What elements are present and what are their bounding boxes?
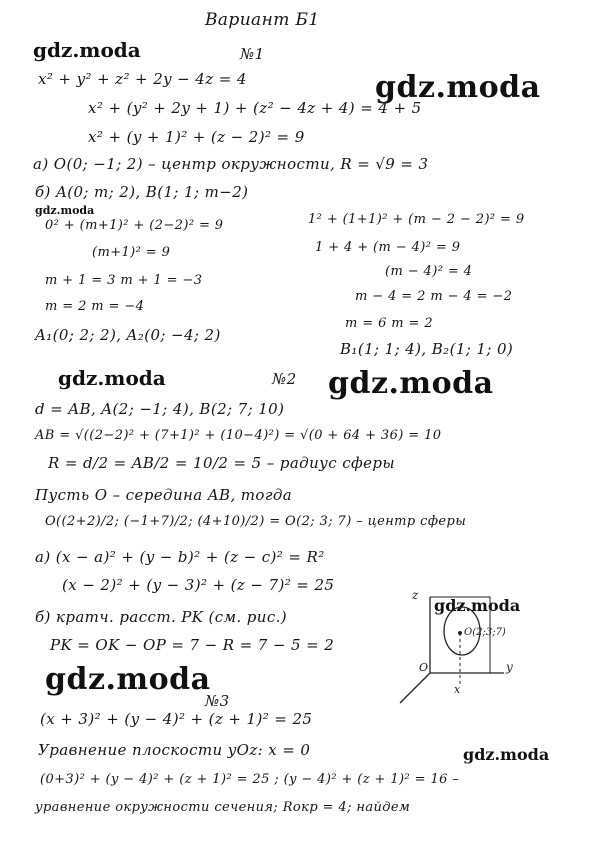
task2-line: PK = OK − OP = 7 − R = 7 − 5 = 2: [50, 636, 335, 654]
task1-line: m = 2 m = −4: [45, 299, 145, 314]
task1-right-line: m − 4 = 2 m − 4 = −2: [355, 289, 513, 304]
task2-line: d = AB, A(2; −1; 4), B(2; 7; 10): [35, 400, 285, 418]
variant-header: Вариант Б1: [205, 10, 320, 30]
watermark: gdz.moda: [463, 745, 550, 764]
x-axis: [400, 673, 430, 703]
task1-line: 0² + (m+1)² + (2−2)² = 9: [45, 218, 224, 233]
task2-line: (x − 2)² + (y − 3)² + (z − 7)² = 25: [62, 576, 335, 594]
z-axis-label: z: [412, 588, 419, 602]
task1-right-line: 1² + (1+1)² + (m − 2 − 2)² = 9: [308, 212, 525, 227]
task1-line: б) A(0; m; 2), B(1; 1; m−2): [35, 183, 249, 201]
watermark: gdz.moda: [33, 38, 141, 62]
task2-line: R = d/2 = AB/2 = 10/2 = 5 – радиус сферы: [48, 454, 396, 472]
task1-line: а) O(0; −1; 2) – центр окружности, R = √9 = 3: [33, 155, 429, 173]
watermark: gdz.moda: [35, 204, 95, 217]
center-label: O(2;3;7): [464, 627, 506, 638]
task-number: №1: [240, 45, 265, 63]
task1-line: x² + y² + z² + 2y − 4z = 4: [38, 70, 247, 88]
x-axis-label: x: [454, 683, 461, 696]
watermark: gdz.moda: [58, 366, 166, 390]
task1-line: x² + (y² + 2y + 1) + (z² − 4z + 4) = 4 + 5: [88, 99, 422, 117]
task2-line: Пусть O – середина AB, тогда: [35, 486, 293, 504]
task1-line: A₁(0; 2; 2), A₂(0; −4; 2): [35, 326, 221, 344]
task3-line: Уравнение плоскости yOz: x = 0: [38, 741, 311, 759]
task-number: №3: [205, 692, 230, 710]
task2-line: а) (x − a)² + (y − b)² + (z − c)² = R²: [35, 548, 325, 566]
y-axis-label: y: [506, 660, 513, 674]
task2-line: AB = √((2−2)² + (7+1)² + (10−4)²) = √(0 + 64 + 36) = 10: [35, 428, 442, 443]
watermark: gdz.moda: [328, 366, 494, 401]
task2-line: O((2+2)/2; (−1+7)/2; (4+10)/2) = O(2; 3; 7) – центр сферы: [45, 514, 467, 529]
watermark: gdz.moda: [45, 662, 211, 697]
task1-line: m + 1 = 3 m + 1 = −3: [45, 273, 203, 288]
origin-label: O: [419, 661, 429, 674]
watermark: gdz.moda: [375, 70, 541, 105]
task1-right-line: 1 + 4 + (m − 4)² = 9: [315, 240, 461, 255]
task2-line: б) кратч. расст. PK (см. рис.): [35, 608, 288, 626]
sphere-diagram: [392, 585, 542, 715]
task1-right-line: (m − 4)² = 4: [385, 264, 473, 279]
watermark: gdz.moda: [434, 596, 521, 615]
task1-right-line: B₁(1; 1; 4), B₂(1; 1; 0): [340, 340, 514, 358]
task3-line: (0+3)² + (y − 4)² + (z + 1)² = 25 ; (y − 4)² + (z + 1)² = 16 –: [40, 772, 460, 787]
task3-line: (x + 3)² + (y − 4)² + (z + 1)² = 25: [40, 710, 313, 728]
task1-line: (m+1)² = 9: [92, 245, 171, 260]
task1-right-line: m = 6 m = 2: [345, 316, 434, 331]
task-number: №2: [272, 370, 297, 388]
task1-line: x² + (y + 1)² + (z − 2)² = 9: [88, 128, 305, 146]
task3-line: уравнение окружности сечения; Rокр = 4; найдем: [35, 800, 411, 815]
